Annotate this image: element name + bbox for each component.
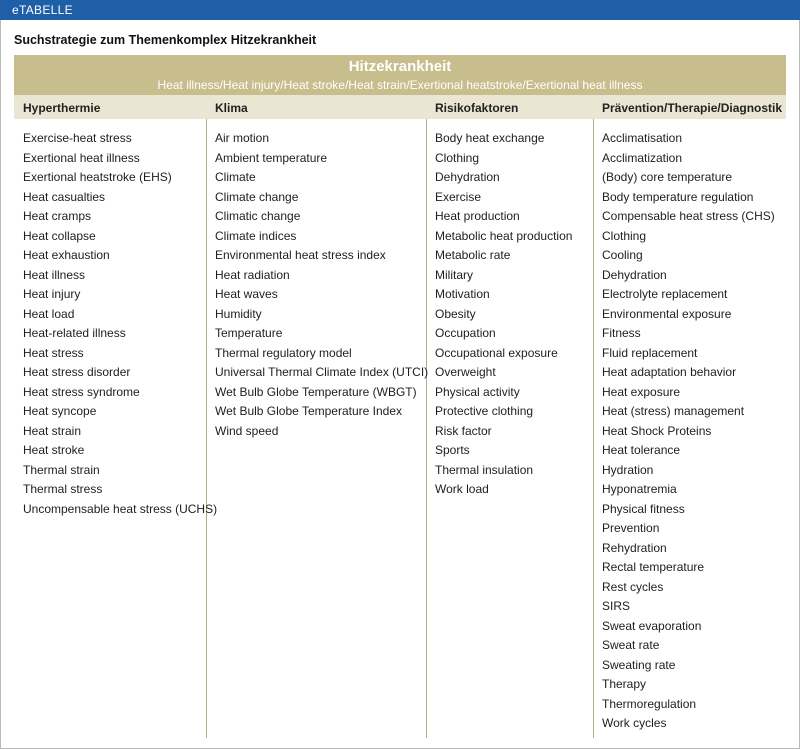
term-item: Heat radiation — [215, 267, 290, 282]
etabelle-bar — [0, 0, 800, 20]
term-item: Dehydration — [602, 267, 667, 282]
term-item: Climate change — [215, 189, 299, 204]
term-item: Heat stroke — [23, 443, 85, 457]
term-item: Heat stress disorder — [23, 365, 131, 379]
column-hyperthermie — [14, 119, 218, 738]
term-item: Thermoregulation — [602, 696, 697, 711]
term-item: Obesity — [435, 306, 476, 321]
term-item: Work load — [435, 482, 489, 496]
term-item: Acclimatisation — [602, 131, 683, 145]
column-klima — [206, 119, 427, 738]
term-item: Humidity — [215, 306, 262, 321]
term-item: Rest cycles — [602, 579, 664, 594]
term-item: Clothing — [435, 150, 480, 165]
term-item: Motivation — [435, 287, 490, 301]
search-strategy-table — [14, 55, 786, 738]
term-item: Heat exhaustion — [23, 248, 110, 262]
term-item: Universal Thermal Climate Index (UTCI) — [215, 365, 429, 379]
column-risikofaktoren — [426, 119, 594, 738]
term-item: Thermal strain — [23, 462, 100, 477]
term-item: Ambient temperature — [215, 150, 328, 165]
term-item: Hyponatremia — [602, 482, 677, 496]
term-item: Heat stress syndrome — [23, 384, 140, 399]
term-item: Acclimatization — [602, 150, 683, 165]
term-item: Clothing — [602, 228, 647, 243]
term-item: Air motion — [215, 131, 270, 145]
column-header-risikofaktoren: Risikofaktoren — [435, 101, 519, 115]
term-item: Climate — [215, 170, 256, 184]
term-item: Heat injury — [23, 287, 81, 301]
table-caption: Suchstrategie zum Themenkomplex Hitzekrankheit — [14, 33, 317, 47]
term-item: Work cycles — [602, 716, 667, 730]
term-item: Metabolic heat production — [435, 228, 573, 243]
term-item: Heat exposure — [602, 384, 681, 399]
term-item: (Body) core temperature — [602, 170, 733, 184]
term-item: Electrolyte replacement — [602, 287, 728, 301]
term-item: Fitness — [602, 326, 641, 340]
term-item: Occupational exposure — [435, 345, 558, 360]
term-item: Risk factor — [435, 423, 492, 438]
term-item: Sports — [435, 443, 470, 457]
term-item: Heat load — [23, 306, 75, 321]
term-item: Exertional heat illness — [23, 150, 140, 165]
term-item: Wet Bulb Globe Temperature (WBGT) — [215, 384, 417, 399]
etabelle-label: eTABELLE — [12, 3, 73, 17]
term-list — [215, 129, 428, 441]
term-item: Climatic change — [215, 209, 301, 223]
term-item: Rectal temperature — [602, 560, 705, 574]
term-item: Military — [435, 267, 473, 282]
term-item: Heat production — [435, 209, 520, 223]
term-item: Uncompensable heat stress (UCHS) — [23, 501, 218, 516]
term-item: Environmental heat stress index — [215, 248, 386, 262]
term-item: Physical activity — [435, 384, 520, 399]
term-item: Fluid replacement — [602, 345, 698, 360]
term-item: Body heat exchange — [435, 131, 545, 145]
term-item: Heat collapse — [23, 228, 96, 243]
term-list — [435, 129, 572, 500]
table-subtitle: Heat illness/Heat injury/Heat stroke/Heat strain/Exertional heatstroke/Exertional heat illness — [157, 78, 643, 92]
column-header-row — [14, 95, 786, 119]
term-item: Cooling — [602, 248, 643, 262]
term-item: Exertional heatstroke (EHS) — [23, 170, 172, 184]
table-title-band — [14, 55, 786, 95]
term-item: Heat adaptation behavior — [602, 365, 737, 379]
term-item: Temperature — [215, 326, 283, 340]
table-title: Hitzekrankheit — [348, 58, 452, 75]
term-item: Hydration — [602, 462, 654, 477]
column-praevention — [593, 119, 786, 738]
term-item: Wet Bulb Globe Temperature Index — [215, 404, 402, 418]
term-item: Protective clothing — [435, 404, 534, 418]
term-item: Overweight — [435, 365, 496, 379]
term-item: Compensable heat stress (CHS) — [602, 209, 775, 223]
term-item: Heat-related illness — [23, 326, 126, 340]
column-header-praevention: Prävention/Therapie/Diagnostik — [602, 101, 783, 115]
term-item: Heat stress — [23, 345, 84, 360]
term-item: Sweat rate — [602, 638, 660, 652]
column-header-klima: Klima — [215, 101, 248, 115]
term-item: Physical fitness — [602, 501, 685, 516]
term-item: Climate indices — [215, 228, 297, 243]
term-item: SIRS — [602, 599, 631, 613]
term-item: Occupation — [435, 326, 496, 340]
term-item: Exercise-heat stress — [23, 131, 132, 145]
term-item: Heat cramps — [23, 209, 92, 223]
term-item: Heat illness — [23, 267, 86, 282]
term-item: Heat (stress) management — [602, 404, 745, 418]
term-item: Heat strain — [23, 423, 82, 438]
term-item: Therapy — [602, 677, 647, 691]
term-item: Rehydration — [602, 540, 667, 555]
term-item: Heat syncope — [23, 404, 97, 418]
term-item: Metabolic rate — [435, 248, 511, 262]
term-item: Body temperature regulation — [602, 189, 754, 204]
term-list — [602, 129, 775, 734]
term-item: Heat Shock Proteins — [602, 423, 712, 438]
term-item: Wind speed — [215, 423, 279, 438]
term-item: Heat tolerance — [602, 443, 681, 457]
term-item: Thermal insulation — [435, 462, 534, 477]
term-item: Environmental exposure — [602, 306, 732, 321]
term-item: Exercise — [435, 189, 482, 204]
term-item: Sweating rate — [602, 657, 676, 672]
term-item: Heat casualties — [23, 189, 106, 204]
term-item: Thermal regulatory model — [215, 345, 352, 360]
term-list — [23, 129, 217, 519]
term-item: Sweat evaporation — [602, 618, 702, 633]
column-header-hyperthermie: Hyperthermie — [23, 101, 101, 115]
term-item: Heat waves — [215, 287, 278, 301]
term-item: Thermal stress — [23, 482, 103, 496]
term-item: Dehydration — [435, 170, 500, 184]
term-item: Prevention — [602, 521, 660, 535]
